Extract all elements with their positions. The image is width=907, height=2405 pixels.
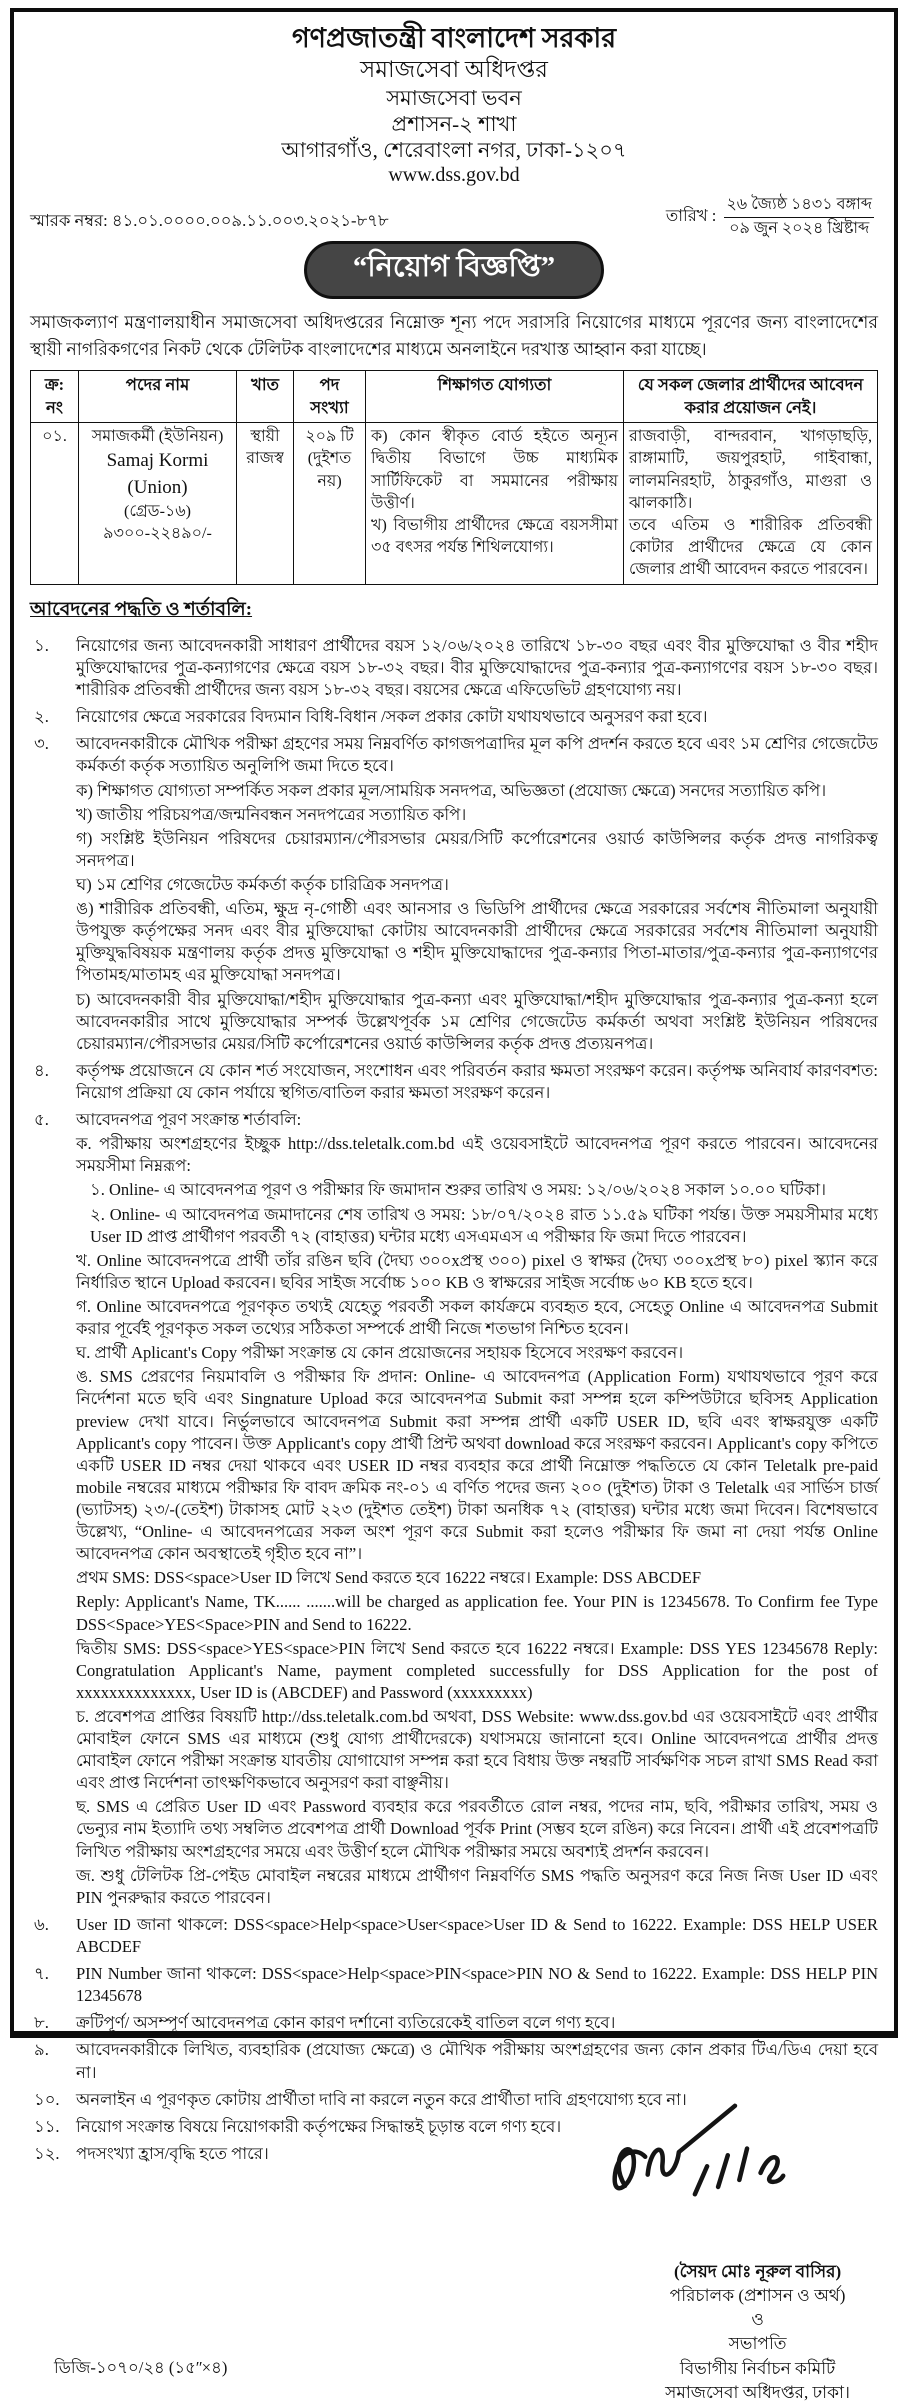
col-header-qualification: শিক্ষাগত যোগ্যতা [366, 370, 624, 423]
item-text: নিয়োগের জন্য আবেদনকারী সাধারণ প্রার্থীদের বয়স ১২/০৬/২০২৪ তারিখে ১৮-৩০ বছর এবং বীর মুক্তিযোদ্ধা ও বীর শহীদ মুক্তিযোদ্ধাদের পুত্র-কন্যাগণের ক্ষেত্রে বয়স ১৮-৩২ বছর। বীর মুক্তিযোদ্ধাদের পুত্র-কন্যার পুত্র-কন্যাগণের বয়স ১৮-৩০ বছর। শারীরিক প্রতিবন্ধী প্রার্থীদের জন্য বয়স ১৮-৩২ বছর। বয়সের ক্ষেত্রে এফিডেভিট গ্রহণযোগ্য নয়। [76, 635, 878, 700]
item-5-sub-f: চ. প্রবেশপত্র প্রাপ্তির বিষয়টি http://dss.teletalk.com.bd অথবা, DSS Website: www.dss.gov.bd এর ওয়েবসাইটে এবং প্রার্থীর মোবাইল ফোনে SMS এর মাধ্যমে (শুধু যোগ্য প্রার্থীদেরকে) যথাসময়ে জানানো হবে। Online আবেদনপত্রে প্রার্থীর প্রদত্ত মোবাইল ফোনে পরীক্ষা সংক্রান্ত যাবতীয় যোগাযোগ সম্পন্ন করা হবে বিধায় উক্ত নম্বরটি সার্বক্ষণিক সচল রাখা SMS Read করা এবং প্রাপ্ত নির্দেশনা তাৎক্ষণিকভাবে অনুসরণ করা বাঞ্ছনীয়। [76, 1706, 878, 1793]
condition-item-5 [30, 1109, 878, 1911]
website-url: www.dss.gov.bd [388, 164, 520, 187]
post-name-bn: সমাজকর্মী (ইউনিয়ন) [91, 428, 224, 446]
branch-name: প্রশাসন-২ শাখা [391, 111, 517, 136]
item-number: ৯. [34, 2040, 49, 2060]
item-5-second-sms: দ্বিতীয় SMS: DSS<space>YES<space>PIN লিখে Send করতে হবে 16222 নম্বরে। Example: DSS YES 12345678 Reply: Congratulation Applicant's Name, payment completed successfully for DSS Application for the post of xxxxxxxxxxxxxx, User ID is (ABCDEF) and Password (xxxxxxxxx) [76, 1638, 878, 1702]
item-number: ১১. [34, 2116, 60, 2136]
item-text: ক্রটিপূর্ণ/ অসম্পূর্ণ আবেদনপত্র কোন কারণ দর্শানো ব্যতিরেকেই বাতিল বলে গণ্য হবে। [76, 2013, 616, 2033]
print-code: ডিজি-১০৭০/২৪ (১৫ʺ×৪) [54, 2358, 228, 2378]
condition-item-7 [30, 1963, 878, 2009]
cell-qualification [366, 423, 624, 585]
signatory-name: (সৈয়দ মোঃ নূরুল বাসির) [674, 2262, 842, 2282]
item-number: ৫. [34, 1110, 49, 1130]
item-5-sub-a2: ২. Online- এ আবেদনপত্র জমাদানের শেষ তারিখ ও সময়: ১৮/০৭/২০২৪ রাত ১১.৫৯ ঘটিকা পর্যন্ত। উক্ত সময়সীমার মধ্যে User ID প্রাপ্ত প্রার্থীগণ পরবর্তী ৭২ (বাহাত্তর) ঘন্টার মধ্যে এসএমএস এ পরীক্ষার ফি জমা দিতে পারবেন। [90, 1204, 878, 1246]
cell-khat: স্থায়ী রাজস্ব [237, 423, 294, 585]
col-header-sl: ক্র: নং [31, 370, 79, 423]
item-5-sub-a: ক. পরীক্ষায় অংশগ্রহণের ইচ্ছুক http://dss.teletalk.com.bd এই ওয়েবসাইটে আবেদনপত্র পূরণ করতে পারবেন। আবেদনের সময়সীমা নিম্নরূপ: [76, 1134, 878, 1176]
condition-item-3 [30, 733, 878, 1057]
date-block [666, 194, 874, 239]
item-text: পদসংখ্যা হ্রাস/বৃদ্ধি হতে পারে। [76, 2143, 269, 2163]
item-number: ৬. [34, 1914, 49, 1934]
item-text: নিয়োগের ক্ষেত্রে সরকারের বিদ্যমান বিধি-বিধান /সকল প্রকার কোটা যথাযথভাবে অনুসরণ করা হবে। [76, 707, 708, 727]
item-3-sub-f: চ) আবেদনকারী বীর মুক্তিযোদ্ধা/শহীদ মুক্তিযোদ্ধার পুত্র-কন্যা এবং মুক্তিযোদ্ধা/শহীদ মুক্তিযোদ্ধার পুত্র-কন্যার পুত্র-কন্যা হলে আবেদনকারীর সাথে মুক্তিযোদ্ধার সম্পর্ক উল্লেখপূর্বক ১ম শ্রেণির গেজেটেড কর্মকর্তা অথবা সংশ্লিষ্ট ইউনিয়ন পরিষদের চেয়ারম্যান/পৌরসভার মেয়র/সিটি কর্পোরেশনের ওয়ার্ড কাউন্সিলর কর্তৃক প্রদত্ত প্রত্যয়নপত্র। [76, 989, 878, 1053]
districts-excluded: রাজবাড়ী, বান্দরবান, খাগড়াছড়ি, রাঙ্গামাটি, জয়পুরহাট, গাইবান্ধা, লালমনিরহাট, ঠাকুরগাঁও, মাগুরা ও ঝালকাঠি। [629, 428, 872, 512]
table-header-row [31, 370, 878, 423]
condition-item-8 [30, 2012, 878, 2036]
item-number: ১. [34, 635, 49, 655]
col-header-districts: যে সকল জেলার প্রার্থীদের আবেদন করার প্রয়োজন নেই। [624, 370, 878, 423]
department-name: সমাজসেবা অধিদপ্তর [360, 56, 548, 82]
cell-post [79, 423, 237, 585]
government-title: গণপ্রজাতন্ত্রী বাংলাদেশ সরকার [291, 23, 617, 53]
col-header-count: পদ সংখ্যা [294, 370, 366, 423]
post-grade: (গ্রেড-১৬) [123, 502, 192, 520]
item-5-sub-a1: ১. Online- এ আবেদনপত্র পূরণ ও পরীক্ষার ফি জমাদান শুরুর তারিখ ও সময়: ১২/০৬/২০২৪ সকাল ১০.০০ ঘটিকা। [90, 1180, 826, 1200]
item-5-sms-reply: Reply: Applicant's Name, TK...... .......will be charged as application fee. Your PIN is 12345678. To Confirm fee Type DSS<Space>YES<Space>PIN and Send to 16222. [76, 1592, 878, 1634]
badge-row [30, 241, 878, 299]
signatory-conjunction: ও [751, 2310, 764, 2330]
item-5-sub-h: জ. শুধু টেলিটক প্রি-পেইড মোবাইল নম্বরের মাধ্যমে প্রার্থীগণ নিম্নবর্ণিত SMS পদ্ধতি অনুসরণ করে নিজ নিজ User ID এবং PIN পুনরুদ্ধার করতে পারবেন। [76, 1865, 878, 1907]
col-header-post: পদের নাম [79, 370, 237, 423]
qualification-b: খ) বিভাগীয় প্রার্থীদের ক্ষেত্রে বয়সসীমা ৩৫ বৎসর পর্যন্ত শিথিলযোগ্য। [371, 516, 618, 556]
item-text: আবেদনকারীকে লিখিত, ব্যবহারিক (প্রযোজ্য ক্ষেত্রে) ও মৌখিক পরীক্ষায় অংশগ্রহণের জন্য কোন প্রকার টিএ/ডিএ দেয়া হবে না। [76, 2040, 878, 2082]
item-number: ৪. [34, 1060, 49, 1080]
item-number: ১২. [34, 2143, 60, 2163]
conditions-heading: আবেদনের পদ্ধতি ও শর্তাবলি: [30, 598, 253, 620]
building-name: সমাজসেবা ভবন [386, 85, 522, 110]
memo-row [30, 194, 878, 239]
document-header [30, 22, 878, 188]
item-5-sub-b: খ. Online আবেদনপত্রে প্রার্থী তাঁর রঙিন ছবি (দৈঘ্য ৩০০xপ্রস্থ ৩০০) pixel ও স্বাক্ষর (দৈঘ্য ৩০০xপ্রস্থ ৮০) pixel স্ক্যান করে নির্ধারিত স্থানে Upload করবেন। ছবির সাইজ সর্বোচ্চ ১০০ KB ও স্বাক্ষরের সাইজ সর্বোচ্চ ৬০ KB হতে হবে। [76, 1250, 878, 1292]
post-name-en: Samaj Kormi (Union) [106, 450, 209, 498]
post-table [30, 370, 878, 585]
item-number: ৭. [34, 1964, 49, 1984]
cell-sl: ০১. [31, 423, 79, 585]
item-3-sub-b: খ) জাতীয় পরিচয়পত্র/জন্মনিবন্ধন সনদপত্রের সত্যায়িত কপি। [76, 804, 467, 824]
item-5-sub-e: ঙ. SMS প্রেরণের নিয়মাবলি ও পরীক্ষার ফি প্রদান: Online- এ আবেদনপত্র (Application Form) যথাযথভাবে পূরণ করে নির্দেশনা মতে ছবি এবং Singnature Upload করে আবেদনপত্র Submit করা সম্পন্ন হলে কম্পিউটারে ছবিসহ Application preview দেখা যাবে। নির্ভুলভাবে আবেদনপত্র Submit করা সম্পন্ন প্রার্থী একটি USER ID, ছবি এবং স্বাক্ষরযুক্ত একটি Applicant's copy পাবেন। উক্ত Applicant's copy প্রার্থী প্রিন্ট অথবা download করে সংরক্ষণ করবেন। Applicant's copy কপিতে একটি USER ID নম্বর দেয়া থাকবে এবং USER ID নম্বর ব্যবহার করে প্রার্থী নিম্নোক্ত পদ্ধতিতে যে কোন Teletalk pre-paid mobile নম্বরের মাধ্যমে পরীক্ষার ফি বাবদ ক্রমিক নং-০১ এ বর্ণিত পদের জন্য ২০০ (দুইশত) টাকা ও Teletalk এর সার্ভিস চার্জ (ভ্যাটসহ) ২৩/-(তেইশ) টাকাসহ মোট ২২৩ (দুইশত তেইশ) টাকা অনধিক ৭২ (বাহাত্তর) ঘন্টার মধ্যে জমা দিবেন। বিশেষভাবে উল্লেখ্য, “Online- এ আবেদনপত্রের সকল অংশ পূরণ করে Submit করা হলেও পরীক্ষার ফি জমা না দেয়া পর্যন্ত Online আবেদনপত্র কোন অবস্থাতেই গৃহীত হবে না”। [76, 1367, 878, 1564]
date-label: তারিখ : [665, 206, 717, 226]
item-3-sub-a: ক) শিক্ষাগত যোগ্যতা সম্পর্কিত সকল প্রকার মূল/সাময়িক সনদপত্র, অভিজ্ঞতা (প্রযোজ্য ক্ষেত্রে) সনদের সত্যায়িত কপি। [76, 780, 827, 800]
item-5-first-sms: প্রথম SMS: DSS<space>User ID লিখে Send করতে হবে 16222 নম্বরে। Example: DSS ABCDEF [76, 1568, 702, 1588]
document-frame [10, 8, 898, 2402]
item-number: ৩. [34, 734, 49, 754]
item-3-sub-d: ঘ) ১ম শ্রেণির গেজেটেড কর্মকর্তা কর্তৃক চারিত্রিক সনদপত্র। [76, 875, 449, 894]
circular-title-badge: “নিয়োগ বিজ্ঞপ্তি” [304, 241, 604, 299]
condition-item-4 [30, 1060, 878, 1106]
item-number: ১০. [34, 2089, 60, 2109]
item-3-sub-c: গ) সংশ্লিষ্ট ইউনিয়ন পরিষদের চেয়ারম্যান/পৌরসভার মেয়র/সিটি কর্পোরেশনের ওয়ার্ড কাউন্সিলর কর্তৃক প্রদত্ত নাগরিকত্ব সনদপত্র। [76, 828, 878, 870]
districts-exception: তবে এতিম ও শারীরিক প্রতিবন্ধী কোটার প্রার্থীদের ক্ষেত্রে যে কোন জেলার প্রার্থী আবেদন করতে পারবেন। [629, 516, 872, 578]
signatory-title-3: বিভাগীয় নির্বাচন কমিটি [679, 2358, 836, 2378]
item-text: অনলাইন এ পূরণকৃত কোটায় প্রার্থীতা দাবি না করলে নতুন করে প্রার্থীতা দাবি গ্রহণযোগ্য হবে না। [76, 2089, 687, 2109]
office-address: আগারগাঁও, শেরেবাংলা নগর, ঢাকা-১২০৭ [281, 138, 627, 162]
qualification-a: ক) কোন স্বীকৃত বোর্ড হইতে অন্যূন দ্বিতীয় বিভাগে উচ্চ মাধ্যমিক সার্টিফিকেট বা সমমানের পরীক্ষায় উত্তীর্ণ। [371, 428, 618, 512]
date-fraction [724, 194, 874, 239]
item-text: PIN Number জানা থাকলে: DSS<space>Help<space>PIN<space>PIN NO & Send to 16222. Example: DSS HELP PIN 12345678 [76, 1964, 878, 2006]
signature-block [665, 2260, 850, 2405]
signatory-title-2: সভাপতি [728, 2334, 787, 2354]
item-3-sub-e: ঙ) শারীরিক প্রতিবন্ধী, এতিম, ক্ষুদ্র নৃ-গোষ্ঠী এবং আনসার ও ভিডিপি প্রার্থীদের ক্ষেত্রে সরকারের সর্বশেষ নীতিমালা অনুযায়ী উপযুক্ত কর্তৃপক্ষের সনদ এবং বীর মুক্তিযোদ্ধা কোটায় আবেদনকারী প্রার্থীদের ক্ষেত্রে সরকারের সর্বশেষ নীতিমালা অনুযায়ী মুক্তিযুদ্ধবিষয়ক মন্ত্রণালয় কর্তৃক প্রদত্ত মুক্তিযোদ্ধা ও শহীদ মুক্তিযোদ্ধাদের পুত্র-কন্যার পিতা-মাতার/পুত্র-কন্যার পুত্র-কন্যাগণের পিতামহ/মাতামহ এর মুক্তিযোদ্ধা সনদপত্র। [76, 899, 878, 985]
cell-count: ২০৯ টি (দুইশত নয়) [294, 423, 366, 585]
signatory-title-4: সমাজসেবা অধিদপ্তর, ঢাকা। [665, 2382, 850, 2402]
date-bangla: ২৬ জ্যৈষ্ঠ ১৪৩১ বঙ্গাব্দ [724, 194, 874, 218]
cell-districts [624, 423, 878, 585]
condition-item-9 [30, 2039, 878, 2085]
item-text: নিয়োগ সংক্রান্ত বিষয়ে নিয়োগকারী কর্তৃপক্ষের সিদ্ধান্তই চূড়ান্ত বলে গণ্য হবে। [76, 2116, 562, 2136]
item-5-sub-g: ছ. SMS এ প্রেরিত User ID এবং Password ব্যবহার করে পরবর্তীতে রোল নম্বর, পদের নাম, ছবি, পরীক্ষার তারিখ, সময় ও ভেন্যুর নাম ইত্যাদি তথ্য সম্বলিত প্রবেশপত্র প্রার্থী Download পূর্বক Print (সম্ভব হলে রঙিন) করে নিবেন। প্রার্থী এই প্রবেশপত্রটি লিখিত পরীক্ষায় অংশগ্রহণের সময়ে এবং উত্তীর্ণ হলে মৌখিক পরীক্ষার সময়ে অবশ্যই প্রদর্শন করবেন। [76, 1797, 878, 1861]
table-row [31, 423, 878, 585]
date-gregorian: ০৯ জুন ২০২৪ খ্রিষ্টাব্দ [729, 219, 870, 237]
item-text: কর্তৃপক্ষ প্রয়োজনে যে কোন শর্ত সংযোজন, সংশোধন এবং পরিবর্তন করার ক্ষমতা সংরক্ষণ করেন। কর্তৃপক্ষ অনিবার্য কারণবশত: নিয়োগ প্রক্রিয়া যে কোন পর্যায়ে স্থগিত/বাতিল করার ক্ষমতা সংরক্ষণ করেন। [76, 1060, 878, 1102]
post-scale: ৯৩০০-২২৪৯০/- [103, 524, 212, 542]
item-number: ২. [34, 707, 49, 727]
item-text: User ID জানা থাকলে: DSS<space>Help<space>User<space>User ID & Send to 16222. Example: DSS HELP USER ABCDEF [76, 1914, 878, 1957]
intro-paragraph: সমাজকল্যাণ মন্ত্রণালয়াধীন সমাজসেবা অধিদপ্তরের নিম্নোক্ত শূন্য পদে সরাসরি নিয়োগের মাধ্যমে পূরণের জন্য বাংলাদেশের স্থায়ী নাগরিকগণের নিকট থেকে টেলিটক বাংলাদেশের মাধ্যমে অনলাইনে দরখাস্ত আহ্বান করা যাচ্ছে। [30, 312, 878, 359]
condition-item-1 [30, 635, 878, 703]
item-text: আবেদনপত্র পূরণ সংক্রান্ত শর্তাবলি: [76, 1110, 302, 1130]
col-header-khat: খাত [237, 370, 294, 423]
item-number: ৮. [34, 2013, 49, 2033]
signatory-title-1: পরিচালক (প্রশাসন ও অর্থ) [669, 2286, 846, 2306]
item-5-sub-d: ঘ. প্রার্থী Aplicant's Copy পরীক্ষা সংক্রান্ত যে কোন প্রয়োজনের সহায়ক হিসেবে সংরক্ষণ করবেন। [76, 1343, 684, 1363]
condition-item-6 [30, 1914, 878, 1960]
condition-item-2 [30, 706, 878, 730]
memo-number: স্মারক নম্বর: ৪১.০১.০০০০.০০৯.১১.০০৩.২০২১-৮৭৮ [30, 211, 389, 231]
item-5-sub-c: গ. Online আবেদনপত্রে পূরণকৃত তথ্যই যেহেতু পরবর্তী সকল কার্যক্রমে ব্যবহৃত হবে, সেহেতু Online এ আবেদনপত্র Submit করার পূর্বেই পূরণকৃত সকল তথ্যের সঠিকতা সম্পর্কে প্রার্থী নিজে শতভাগ নিশ্চিত হবেন। [76, 1296, 878, 1339]
signature-zone [30, 2164, 878, 2402]
item-text: আবেদনকারীকে মৌখিক পরীক্ষা গ্রহণের সময় নিম্নবর্ণিত কাগজপত্রাদির মূল কপি প্রদর্শন করতে হবে এবং ১ম শ্রেণির গেজেটেড কর্মকর্তা কর্তৃক সত্যায়িত অনুলিপি জমা দিতে হবে। [76, 734, 878, 776]
